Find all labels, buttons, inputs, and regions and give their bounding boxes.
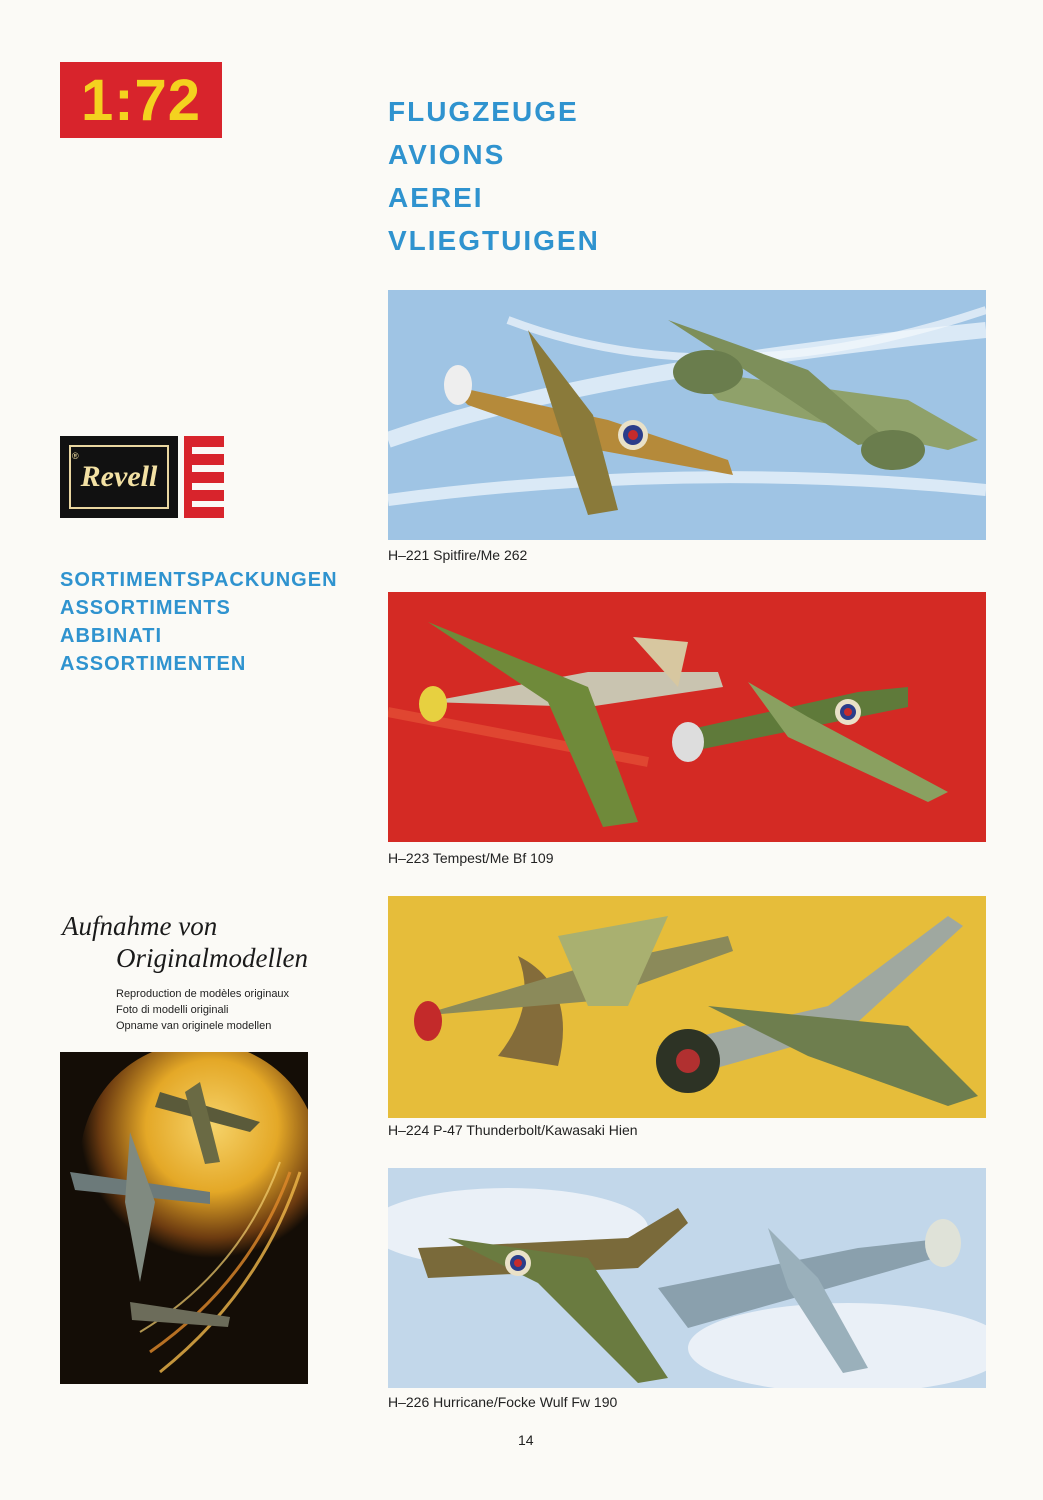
assortment-nl: ASSORTIMENTEN	[60, 653, 247, 675]
photo-note-fr: Reproduction de modèles originaux	[116, 988, 290, 1000]
category-it: AEREI	[388, 182, 484, 213]
category-de: FLUGZEUGE	[388, 96, 579, 127]
kit-caption: H–224 P-47 Thunderbolt/Kawasaki Hien	[388, 1122, 638, 1138]
revell-logo: ® Revell	[60, 436, 224, 518]
photo-note-title-line1: Aufnahme von	[62, 911, 218, 941]
kit-art-spitfire-me262	[388, 290, 986, 540]
kit-art-p47-hien	[388, 896, 986, 1118]
logo-stripes	[184, 436, 224, 518]
kit-caption: H–221 Spitfire/Me 262	[388, 547, 528, 563]
kit-art-tempest-bf109	[388, 592, 986, 842]
scale-label: 1:72	[80, 67, 202, 133]
scale-badge	[60, 62, 222, 138]
category-nl: VLIEGTUIGEN	[388, 225, 600, 256]
model-photo	[60, 1052, 308, 1384]
assortment-list	[60, 566, 338, 678]
photo-note-nl: Opname van originele modellen	[116, 1020, 272, 1032]
kit-art-hurricane-fw190	[388, 1168, 986, 1388]
kit-caption: H–223 Tempest/Me Bf 109	[388, 850, 554, 866]
photo-note-it: Foto di modelli originali	[116, 1004, 229, 1016]
brand-name: Revell	[80, 460, 158, 493]
category-list	[388, 90, 600, 262]
photo-note-title-line2: Originalmodellen	[116, 943, 308, 973]
photo-note-title	[62, 910, 308, 974]
page-number: 14	[518, 1432, 534, 1448]
photo-note-lines	[116, 986, 289, 1034]
assortment-de: SORTIMENTSPACKUNGEN	[60, 569, 338, 591]
kit-caption: H–226 Hurricane/Focke Wulf Fw 190	[388, 1394, 618, 1410]
category-fr: AVIONS	[388, 139, 506, 170]
assortment-fr: ASSORTIMENTS	[60, 597, 231, 619]
assortment-it: ABBINATI	[60, 625, 163, 647]
